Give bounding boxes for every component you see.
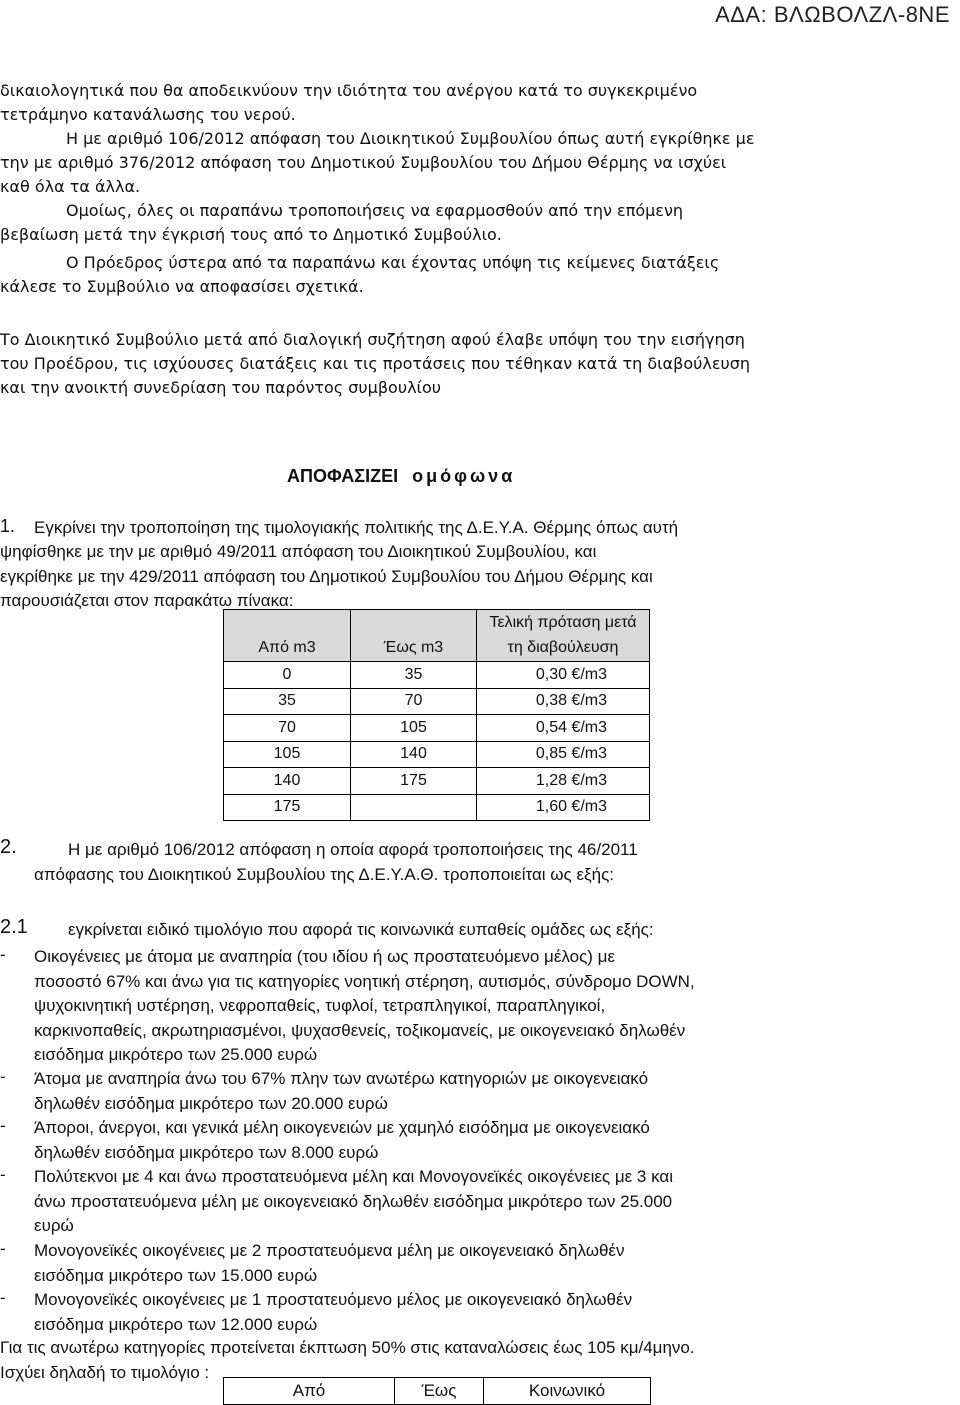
- header-cell: Τελική πρόταση μετά: [477, 610, 650, 636]
- text-line: και την ανοικτή συνεδρίαση του παρόντος συμβουλίου: [0, 378, 441, 397]
- text-line: Η με αριθμό 106/2012 απόφαση του Διοικητικού Συμβουλίου όπως αυτή εγκρίθηκε με: [66, 129, 755, 148]
- item-number: 1.: [0, 516, 16, 536]
- table-header-row: [224, 1378, 651, 1405]
- text-line: ποσοστό 67% και άνω για τις κατηγορίες νοητική στέρηση, αυτισμός, σύνδρομο DOWN,: [34, 971, 695, 991]
- text-line: Για τις ανωτέρω κατηγορίες προτείνεται έκπτωση 50% στις καταναλώσεις έως 105 κμ/4μηνο.: [0, 1338, 695, 1357]
- item-number: 2.1: [0, 916, 28, 938]
- text-line: την με αριθμό 376/2012 απόφαση του Δημοτικού Συμβουλίου του Δήμου Θέρμης να ισχύει: [0, 153, 727, 172]
- cell-from: 175: [224, 794, 351, 821]
- table-row: [224, 662, 650, 689]
- cell-to: 140: [351, 741, 477, 768]
- item1-continuation: [0, 540, 870, 614]
- table-row: [224, 768, 650, 795]
- text-line: εγκρίνεται ειδικό τιμολόγιο που αφορά τις κοινωνικά ευπαθείς ομάδες ως εξής:: [68, 920, 654, 939]
- bullet-dash: -: [0, 1067, 6, 1086]
- bullet-item: [34, 1067, 870, 1116]
- bullet-item: [34, 1239, 870, 1288]
- table-row: [224, 715, 650, 742]
- text-line: εγκρίθηκε με την 429/2011 απόφαση του Δημοτικού Συμβουλίου του Δήμου Θέρμης και: [0, 566, 653, 586]
- board-paragraph: [0, 328, 868, 400]
- bullet-item: [34, 945, 870, 1068]
- text-line: απόφασης του Διοικητικού Συμβουλίου της Δ.Ε.Υ.Α.Θ. τροποποιείται ως εξής:: [34, 864, 615, 884]
- cell-from: 140: [224, 768, 351, 795]
- table-header-row: [224, 610, 650, 636]
- text-line: άνω προστατευόμενα μέλη με οικογενειακό δηλωθέν εισόδημα μικρότερο των 25.000: [34, 1191, 673, 1211]
- header-cell: Έως: [395, 1378, 484, 1405]
- header-cell: τη διαβούλευση: [477, 636, 650, 662]
- text-line: βεβαίωση μετά την έγκρισή τους από το Δημοτικό Συμβούλιο.: [0, 225, 502, 244]
- text-line: Μονογονεϊκές οικογένειες με 2 προστατευόμενα μέλη με οικογενειακό δηλωθέν: [34, 1241, 625, 1260]
- text-line: καθ όλα τα άλλα.: [0, 177, 141, 196]
- text-line: Εγκρίνει την τροποποίηση της τιμολογιακής πολιτικής της Δ.Ε.Υ.Α. Θέρμης όπως αυτή: [34, 518, 679, 537]
- cell-from: 35: [224, 688, 351, 715]
- text-line: δηλωθέν εισόδημα μικρότερο των 8.000 ευρώ: [34, 1142, 379, 1162]
- text-line: Ισχύει δηλαδή το τιμολόγιο :: [0, 1362, 210, 1382]
- cell-to: [351, 794, 477, 821]
- text-line: ψηφίσθηκε με την με αριθμό 49/2011 απόφαση του Διοικητικού Συμβουλίου, και: [0, 542, 597, 561]
- item21-paragraph: [34, 918, 870, 943]
- bullet-item: [34, 1116, 870, 1165]
- text-line: του Προέδρου, τις ισχύουσες διατάξεις και τις προτάσεις που τέθηκαν κατά τη διαβούλευση: [0, 354, 751, 373]
- cell-from: 105: [224, 741, 351, 768]
- bullet-item: [34, 1165, 870, 1239]
- text-line: Πολύτεκνοι με 4 και άνω προστατευόμενα μέλη και Μονογονεϊκές οικογένειες με 3 και: [34, 1167, 674, 1186]
- bullet-item: [34, 1288, 870, 1337]
- cell-price: 1,60 €/m3: [535, 798, 607, 816]
- item2-paragraph: [34, 838, 870, 887]
- bullet-dash: -: [0, 1288, 6, 1307]
- table-row: [224, 741, 650, 768]
- cell-to: 70: [351, 688, 477, 715]
- ada-code: ΑΔΑ: ΒΛΩΒΟΛΖΛ-8ΝΕ: [715, 2, 950, 27]
- cell-to: 175: [351, 768, 477, 795]
- header-cell: Από: [224, 1378, 395, 1405]
- text-line: καρκινοπαθείς, ακρωτηριασμένοι, ψυχασθενείς, τοξικομανείς, με οικογενειακό δηλωθέν: [34, 1020, 686, 1040]
- text-line: εισόδημα μικρότερο των 15.000 ευρώ: [34, 1265, 318, 1285]
- text-line: Η με αριθμό 106/2012 απόφαση η οποία αφορά τροποποιήσεις της 46/2011: [68, 840, 638, 859]
- cell-from: 70: [224, 715, 351, 742]
- cell-price: 0,85 €/m3: [535, 745, 607, 763]
- text-line: κάλεσε το Συμβούλιο να αποφασίσει σχετικά.: [0, 277, 364, 296]
- cell-price: 0,54 €/m3: [535, 718, 607, 736]
- cell-price: 1,28 €/m3: [535, 771, 607, 789]
- decision-mode: ομόφωνα: [412, 466, 516, 486]
- table-row: [224, 794, 650, 821]
- cell-price: 0,38 €/m3: [535, 692, 607, 710]
- text-line: εισόδημα μικρότερο των 12.000 ευρώ: [34, 1314, 318, 1334]
- text-line: Άτομα με αναπηρία άνω του 67% πλην των ανωτέρω κατηγοριών με οικογενειακό: [34, 1069, 649, 1088]
- text-line: Οικογένειες με άτομα με αναπηρία (του ιδίου ή ως προστατευόμενο μέλος) με: [34, 947, 616, 966]
- item-number: 2.: [0, 836, 17, 858]
- text-line: δηλωθέν εισόδημα μικρότερο των 20.000 ευρώ: [34, 1093, 388, 1113]
- decision-heading: [287, 466, 515, 487]
- table-row: [224, 688, 650, 715]
- cell-to: 105: [351, 715, 477, 742]
- table-header-row: [224, 636, 650, 662]
- tariff-table: [223, 609, 650, 821]
- header-cell: Κοινωνικό: [484, 1378, 651, 1405]
- text-line: Ο Πρόεδρος ύστερα από τα παραπάνω και έχοντας υπόψη τις κείμενες διατάξεις: [66, 253, 720, 272]
- text-line: ευρώ: [34, 1216, 74, 1235]
- bullet-dash: -: [0, 1239, 6, 1258]
- decision-title: ΑΠΟΦΑΣΙΖΕΙ: [287, 466, 399, 486]
- text-line: δικαιολογητικά που θα αποδεικνύουν την ιδιότητα του ανέργου κατά το συγκεκριμένο: [0, 81, 698, 100]
- text-line: παρουσιάζεται στον παρακάτω πίνακα:: [0, 591, 294, 610]
- bullet-dash: -: [0, 1116, 6, 1135]
- text-line: εισόδημα μικρότερο των 25.000 ευρώ: [34, 1045, 318, 1064]
- text-line: Το Διοικητικό Συμβούλιο μετά από διαλογική συζήτηση αφού έλαβε υπόψη του την εισήγηση: [0, 330, 745, 349]
- bullet-dash: -: [0, 945, 6, 964]
- president-paragraph: [0, 251, 868, 299]
- header-cell: Από m3: [224, 636, 351, 662]
- text-line: Μονογονεϊκές οικογένειες με 1 προστατευόμενο μέλος με οικογενειακό δηλωθέν: [34, 1290, 633, 1309]
- social-tariff-table: [223, 1377, 651, 1405]
- text-line: Ομοίως, όλες οι παραπάνω τροποποιήσεις να εφαρμοσθούν από την επόμενη: [66, 201, 684, 220]
- intro-paragraph: [0, 79, 868, 247]
- text-line: ψυχοκινητική υστέρηση, νεφροπαθείς, τυφλοί, τετραπληγικοί, παραπληγικοί,: [34, 996, 606, 1015]
- header-cell: Έως m3: [351, 636, 477, 662]
- cell-price: 0,30 €/m3: [535, 665, 607, 683]
- bullet-dash: -: [0, 1165, 6, 1184]
- text-line: Άποροι, άνεργοι, και γενικά μέλη οικογενειών με χαμηλό εισόδημα με οικογενειακό: [34, 1118, 650, 1137]
- text-line: τετράμηνο κατανάλωσης του νερού.: [0, 105, 296, 124]
- cell-to: 35: [351, 662, 477, 689]
- item1-paragraph: [34, 516, 870, 541]
- cell-from: 0: [224, 662, 351, 689]
